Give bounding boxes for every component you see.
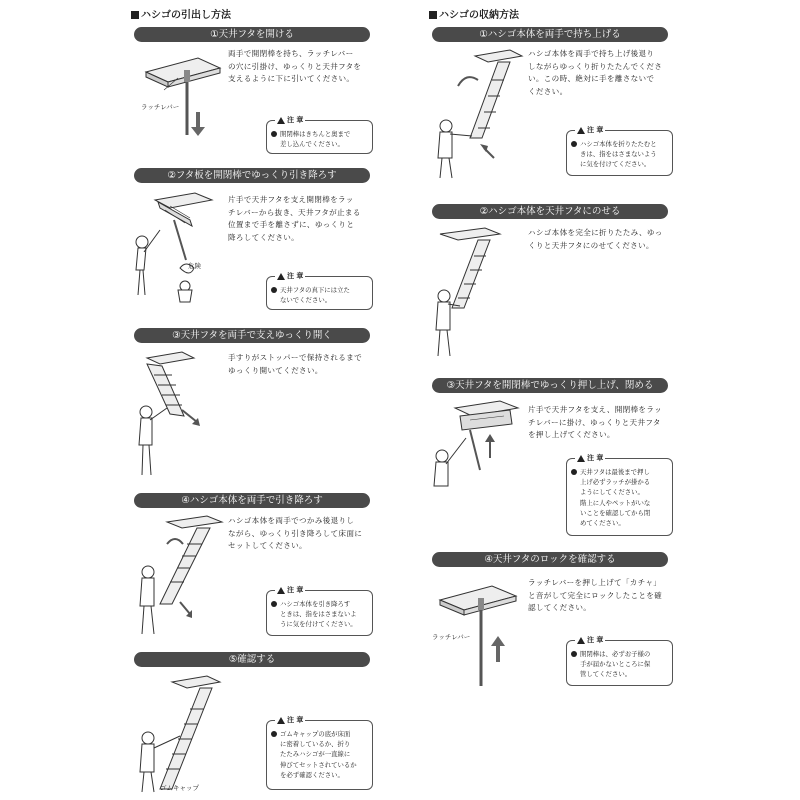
illustration-open-with-hands bbox=[132, 350, 222, 480]
bullet-icon bbox=[271, 601, 277, 607]
illustration-confirm bbox=[132, 674, 227, 794]
step-bar-left-3: ③天井フタを両手で支えゆっくり開く bbox=[134, 328, 370, 343]
step-bar-left-5: ⑤確認する bbox=[134, 652, 370, 667]
bullet-icon bbox=[571, 651, 577, 657]
step-text-right-1: ハシゴ本体を両手で持ち上げ後退り しながらゆっくり折りたたんでくださ い。この時、絶対に手を離さないで ください。 bbox=[528, 49, 663, 96]
step-text-left-2: 片手で天井フタを支え開閉棒をラッ チレバーから抜き、天井フタが止まる 位置まで手を離さずに、ゆっくりと 降ろしてください。 bbox=[228, 195, 361, 242]
caution-box-right-4: 注 章 開閉棒は、必ずお子様の 手が届かないところに保 管してください。 bbox=[566, 640, 673, 686]
illustration-fold-ladder bbox=[430, 226, 520, 361]
warning-icon bbox=[277, 717, 285, 724]
illustration-lift-ladder bbox=[430, 48, 525, 183]
step-bar-left-1: ①天井フタを開ける bbox=[134, 27, 370, 42]
caution-header: 注 章 bbox=[275, 715, 305, 725]
illustration-push-lid bbox=[430, 398, 525, 498]
step-text-left-1: 両手で開閉棒を持ち、ラッチレバー の穴に引掛け、ゆっくりと天井フタを 支えるように下に引いてください。 bbox=[228, 49, 362, 84]
caution-box-right-1: 注 章 ハシゴ本体を折りたたむと きは、指をはさまないよう に気を付けてください。 bbox=[566, 130, 673, 176]
illustration-pull-ladder bbox=[132, 514, 227, 639]
caution-header: 注 章 bbox=[275, 115, 305, 125]
caution-box-right-3: 注 章 天井フタは最後まで押し 上げ必ずラッチが掛かる ようにしてください。 階上に人やペットがいな いことを確認してから閉 めてください。 bbox=[566, 458, 673, 536]
right-column-title: ハシゴの収納方法 bbox=[429, 6, 519, 21]
bullet-icon bbox=[271, 731, 277, 737]
step-bar-right-2: ②ハシゴ本体を天井フタにのせる bbox=[432, 204, 668, 219]
warning-icon bbox=[577, 127, 585, 134]
bullet-icon bbox=[271, 131, 277, 137]
warning-icon bbox=[577, 637, 585, 644]
step-bar-left-2: ②フタ板を開閉棒でゆっくり引き降ろす bbox=[134, 168, 370, 183]
illustration-open-lid bbox=[138, 50, 233, 140]
caution-header: 注 章 bbox=[575, 453, 605, 463]
warning-icon bbox=[277, 273, 285, 280]
step-bar-left-4: ④ハシゴ本体を両手で引き降ろす bbox=[134, 493, 370, 508]
latch-lever-label-right: ラッチレバー bbox=[432, 633, 471, 641]
down-arrow-icon bbox=[191, 112, 205, 136]
danger-label: 危険 bbox=[188, 262, 201, 270]
step-text-right-3: 片手で天井フタを支え、開閉棒をラッ チレバーに掛け、ゆっくりと天井フタ を押し上げてください。 bbox=[528, 405, 662, 440]
step-text-left-3: 手すりがストッパーで保持されるまで ゆっくり開いてください。 bbox=[228, 353, 362, 375]
caution-box-left-5: 注 章 ゴムキャップの底が床面 に密着しているか、折り たたみハシゴが一直線に 伸びてセットされているか を必ず確認ください。 bbox=[266, 720, 373, 790]
step-bar-right-4: ④天井フタのロックを確認する bbox=[432, 552, 668, 567]
caution-box-left-2: 注 章 天井フタの真下には立た ないでください。 bbox=[266, 276, 373, 310]
step-text-right-2: ハシゴ本体を完全に折りたたみ、ゆっ くりと天井フタにのせてください。 bbox=[528, 228, 663, 250]
warning-icon bbox=[577, 455, 585, 462]
step-bar-right-3: ③天井フタを開閉棒でゆっくり押し上げ、閉める bbox=[432, 378, 668, 393]
caution-header: 注 章 bbox=[575, 635, 605, 645]
warning-icon bbox=[277, 587, 285, 594]
illustration-lower-lid bbox=[130, 190, 220, 305]
up-arrow-icon bbox=[491, 636, 505, 662]
step-bar-right-1: ①ハシゴ本体を両手で持ち上げる bbox=[432, 27, 668, 42]
caution-box-left-1: 注 章 開閉棒はきちんと奥まで 差し込んでください。 bbox=[266, 120, 373, 154]
caution-box-left-4: 注 章 ハシゴ本体を引き降ろす ときは、指をはさまないよ うに気を付けてください。 bbox=[266, 590, 373, 636]
bullet-icon bbox=[271, 287, 277, 293]
caution-header: 注 章 bbox=[575, 125, 605, 135]
bullet-icon bbox=[571, 469, 577, 475]
latch-lever-label-left: ラッチレバー bbox=[141, 103, 180, 111]
bullet-icon bbox=[571, 141, 577, 147]
step-text-right-4: ラッチレバーを押し上げて「カチャ」 と音がして完全にロックしたことを確 認してください。 bbox=[528, 578, 663, 613]
caution-header: 注 章 bbox=[275, 271, 305, 281]
left-column-title: ハシゴの引出し方法 bbox=[131, 6, 231, 21]
caution-header: 注 章 bbox=[275, 585, 305, 595]
warning-icon bbox=[277, 117, 285, 124]
step-text-left-4: ハシゴ本体を両手でつかみ後退りし ながら、ゆっくり引き降ろして床面に セットしてください。 bbox=[228, 516, 363, 551]
rubber-cap-label: ゴムキャップ bbox=[160, 784, 199, 792]
